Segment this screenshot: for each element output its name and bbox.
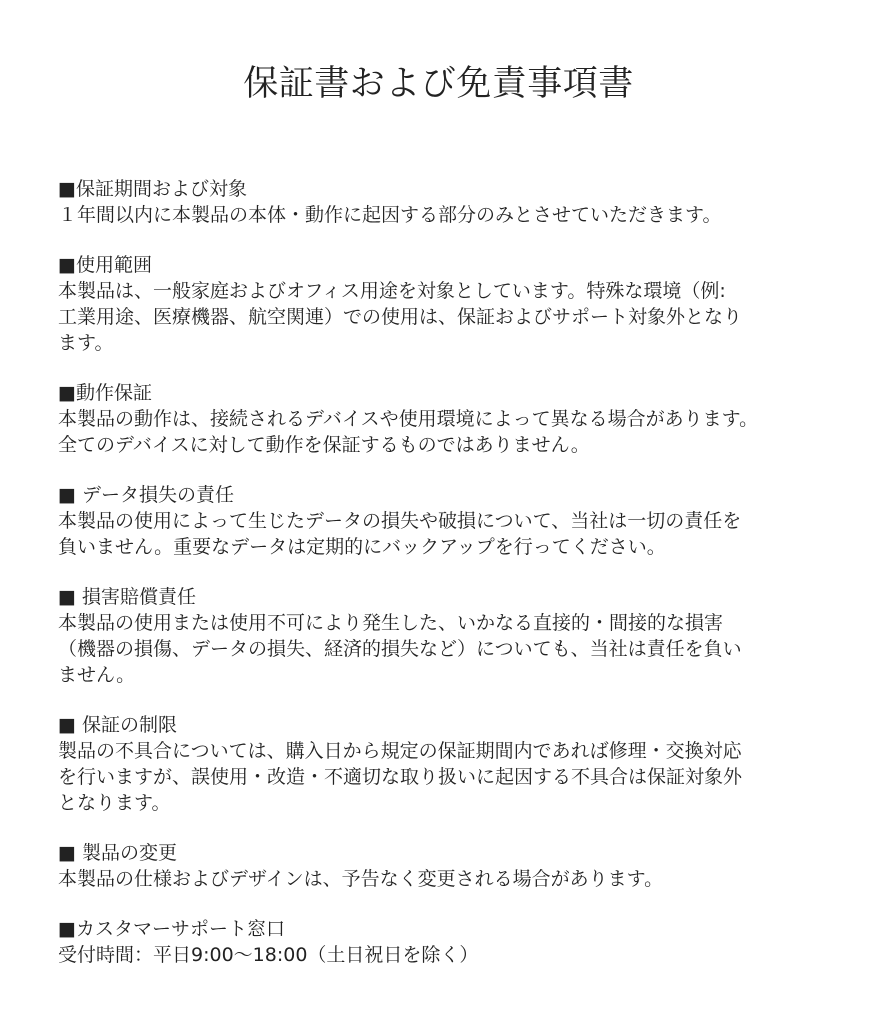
section-body	[58, 278, 818, 356]
section-body	[58, 610, 818, 688]
section-heading: ■カスタマーサポート窓口	[58, 918, 285, 940]
body-line: １年間以内に本製品の本体・動作に起因する部分のみとさせていただきます。	[58, 204, 722, 226]
body-line: 工業用途、医療機器、航空関連）での使用は、保証およびサポート対象外となり	[58, 306, 743, 328]
body-line: 本製品は、一般家庭およびオフィス用途を対象としています。特殊な環境（例:	[58, 280, 726, 302]
body-line: 受付時間：平日9:00〜18:00（土日祝日を除く）	[58, 944, 479, 966]
section-body	[58, 508, 818, 560]
section-body	[58, 406, 818, 458]
section-warranty-limits	[58, 712, 818, 816]
section-heading: ■ 保証の制限	[58, 714, 177, 736]
section-warranty-period	[58, 176, 818, 228]
body-line: 本製品の使用または使用不可により発生した、いかなる直接的・間接的な損害	[58, 612, 724, 634]
section-body	[58, 738, 818, 816]
section-usage-scope	[58, 252, 818, 356]
body-line: 全てのデバイスに対して動作を保証するものではありません。	[58, 434, 590, 456]
document-title: 保証書および免責事項書	[243, 64, 634, 104]
section-heading: ■使用範囲	[58, 254, 152, 276]
body-line: 本製品の仕様およびデザインは、予告なく変更される場合があります。	[58, 868, 664, 890]
section-body	[58, 202, 818, 228]
body-line: を行いますが、誤使用・改造・不適切な取り扱いに起因する不具合は保証対象外	[58, 766, 743, 788]
section-operation-guarantee	[58, 380, 818, 458]
section-heading: ■動作保証	[58, 382, 152, 404]
body-line: （機器の損傷、データの損失、経済的損失など）についても、当社は責任を負い	[58, 638, 742, 660]
section-heading: ■ 製品の変更	[58, 842, 177, 864]
body-line: ません。	[58, 664, 136, 686]
body-line: 製品の不具合については、購入日から規定の保証期間内であれば修理・交換対応	[58, 740, 742, 762]
section-product-changes	[58, 840, 818, 892]
section-body	[58, 942, 818, 968]
section-customer-support	[58, 916, 818, 968]
section-heading: ■保証期間および対象	[58, 178, 247, 200]
section-heading: ■ データ損失の責任	[58, 484, 234, 506]
section-data-loss	[58, 482, 818, 560]
body-line: 本製品の使用によって生じたデータの損失や破損について、当社は一切の責任を	[58, 510, 742, 532]
body-line: 負いません。重要なデータは定期的にバックアップを行ってください。	[58, 536, 666, 558]
section-heading: ■ 損害賠償責任	[58, 586, 196, 608]
body-line: 本製品の動作は、接続されるデバイスや使用環境によって異なる場合があります。	[58, 408, 759, 430]
sections-container	[58, 176, 818, 992]
body-line: となります。	[58, 792, 171, 814]
section-damages	[58, 584, 818, 688]
body-line: ます。	[58, 332, 114, 354]
section-body	[58, 866, 818, 892]
